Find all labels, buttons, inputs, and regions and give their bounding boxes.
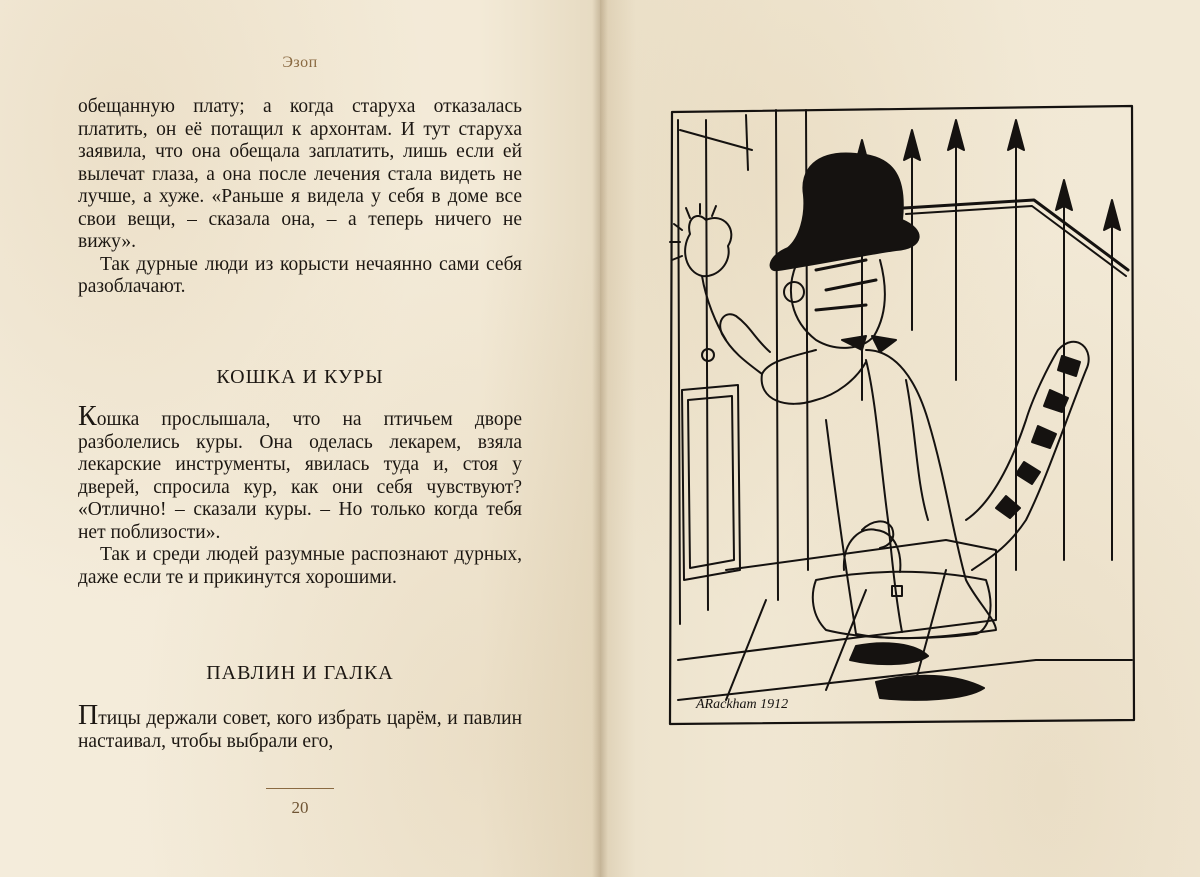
right-page <box>600 0 1200 877</box>
paragraph: обещанную плату; а когда старуха отказалась платить, он её потащил к архонтам. И тут старуха заявила, что она обещала заплатить, лишь если ей вылечат глаза, а она после лечения стала видеть не лучше, а хуже. «Раньше я видела у себя в доме все свои вещи, – сказала она, – а теперь ничего не вижу». <box>78 96 522 252</box>
fable3-body <box>78 700 522 753</box>
illustration-drawing <box>666 100 1136 726</box>
fable-title-peacock-and-jackdaw: ПАВЛИН И ГАЛКА <box>206 662 394 684</box>
page-number: 20 <box>291 798 309 817</box>
running-head: Эзоп <box>282 54 318 71</box>
drop-cap: К <box>78 401 97 432</box>
paragraph <box>78 401 522 544</box>
paragraph <box>78 700 522 753</box>
cat-doctor-illustration <box>666 100 1136 726</box>
fable-title-cat-and-hens: КОШКА И КУРЫ <box>216 366 384 388</box>
moral-paragraph: Так и среди людей разумные распознают дурных, даже если те и прикинутся хорошими. <box>78 544 522 588</box>
paragraph-text: ошка прослышала, что на птичьем дворе разболелись куры. Она оделась лекарем, взяла лекарские инструменты, явилась туда и, стоя у дверей, спросила кур, как они себя чувствуют? «Отлично! – сказали куры. – Но только когда тебя нет поблизости». <box>78 409 522 543</box>
fable2-body <box>78 401 522 589</box>
moral-paragraph: Так дурные люди из корысти нечаянно сами себя разоблачают. <box>78 253 522 297</box>
paragraph-text: тицы держали совет, кого избрать царём, и павлин настаивал, чтобы выбрали его, <box>78 708 522 752</box>
folio-rule <box>266 788 334 789</box>
gutter-shadow <box>592 0 608 877</box>
drop-cap: П <box>78 700 99 731</box>
illustration-signature: ARackham 1912 <box>696 697 789 712</box>
fable1-continuation <box>78 96 522 299</box>
